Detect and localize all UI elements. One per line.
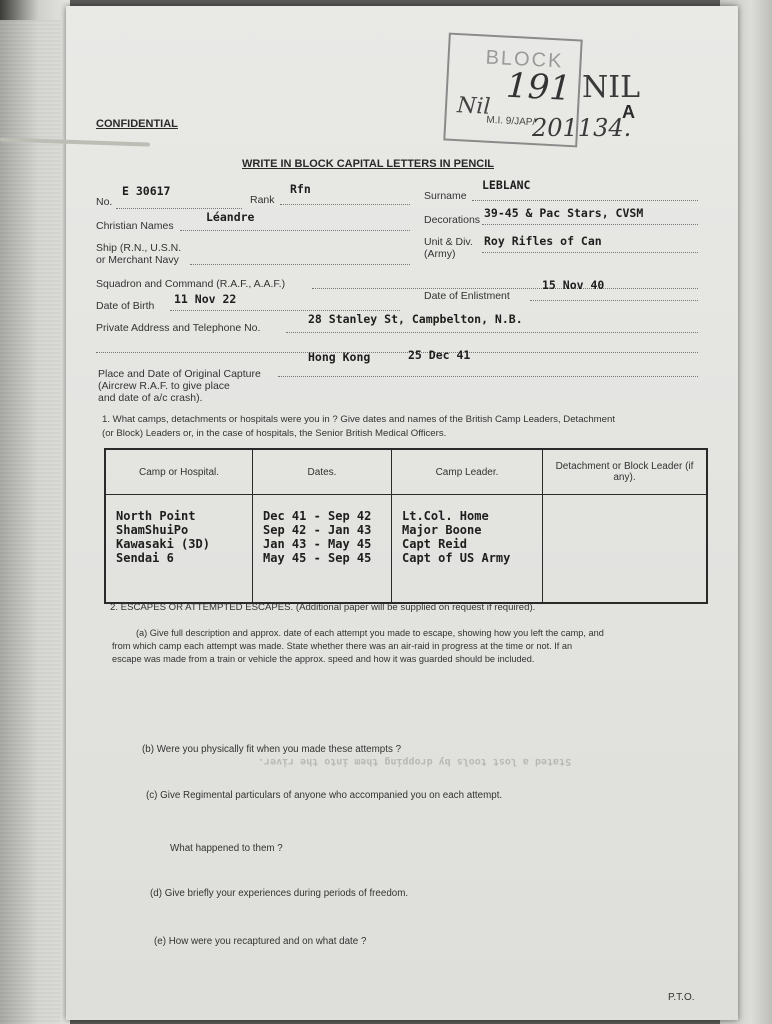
camp-dates: Sep 42 - Jan 43 xyxy=(263,523,372,537)
confidential-label: CONFIDENTIAL xyxy=(96,118,178,130)
address-value: 28 Stanley St, Campbelton, N.B. xyxy=(308,312,523,326)
pto-label: P.T.O. xyxy=(668,992,695,1003)
camp-leader: Lt.Col. Home xyxy=(402,509,489,523)
question-2d: (d) Give briefly your experiences during periods of freedom. xyxy=(150,888,409,899)
col-header-detachment: Detachment or Block Leader (if any). xyxy=(543,449,708,495)
camps-table xyxy=(104,448,708,604)
stamp-nil: Nil xyxy=(456,93,492,120)
question-1-line2: (or Block) Leaders or, in the case of hospitals, the Senior British Medical Officers. xyxy=(102,428,447,439)
ship-label-line2: or Merchant Navy xyxy=(96,254,179,266)
enlistment-value: 15 Nov 40 xyxy=(542,278,605,292)
question-2e: (e) How were you recaptured and on what date ? xyxy=(154,936,367,947)
camp-name: Kawasaki (3D) xyxy=(116,537,210,551)
question-2c: (c) Give Regimental particulars of anyone who accompanied you on each attempt. xyxy=(146,790,503,801)
enlistment-label: Date of Enlistment xyxy=(424,290,510,302)
camp-leader: Major Boone xyxy=(402,523,482,537)
camp-name: Sendai 6 xyxy=(116,551,174,565)
capture-label-line3: and date of a/c crash). xyxy=(98,392,203,404)
dob-label: Date of Birth xyxy=(96,300,155,312)
question-2b: (b) Were you physically fit when you made these attempts ? xyxy=(142,744,402,755)
ship-label: Ship (R.N., U.S.N. xyxy=(96,242,182,254)
surname-value: LEBLANC xyxy=(482,178,531,192)
handwritten-nil: NIL xyxy=(582,70,641,105)
camp-leader: Capt of US Army xyxy=(402,551,511,565)
question-1-line1: 1. What camps, detachments or hospitals were you in ? Give dates and names of the British Camp Leaders, Detachment xyxy=(102,414,615,425)
camps-cell xyxy=(105,495,253,604)
unit-label-line2: (Army) xyxy=(424,248,456,260)
binder-cloth xyxy=(0,20,60,1024)
unit-label: Unit & Div. xyxy=(424,236,473,248)
rank-value: Rfn xyxy=(290,182,311,196)
show-through-text: Stated a lost tools by dropping them into the river. xyxy=(258,756,572,767)
handwritten-number: 201134. xyxy=(532,114,632,142)
detachment-cell xyxy=(543,495,708,604)
christian-names-value: Léandre xyxy=(206,210,255,224)
col-header-dates: Dates. xyxy=(253,449,392,495)
camp-name: North Point xyxy=(116,509,196,523)
camp-leader: Capt Reid xyxy=(402,537,468,551)
christian-names-label: Christian Names xyxy=(96,220,174,232)
form-instruction: WRITE IN BLOCK CAPITAL LETTERS IN PENCIL xyxy=(242,158,494,170)
col-header-leader: Camp Leader. xyxy=(392,449,543,495)
col-header-camp: Camp or Hospital. xyxy=(105,449,253,495)
question-2a-line1: (a) Give full description and approx. date of each attempt you made to escape, showing how you left the camp, and xyxy=(136,628,604,638)
squadron-label: Squadron and Command (R.A.F., A.A.F.) xyxy=(96,278,286,290)
surname-label: Surname xyxy=(424,190,467,202)
stamp-number: 191 xyxy=(505,65,573,110)
leaders-cell xyxy=(392,495,543,604)
dob-value: 11 Nov 22 xyxy=(174,292,237,306)
unit-value: Roy Rifles of Can xyxy=(484,234,602,248)
decorations-value: 39-45 & Pac Stars, CVSM xyxy=(484,206,644,220)
stamp-code: M.I. 9/JAP/ xyxy=(486,114,536,129)
capture-label-line2: (Aircrew R.A.F. to give place xyxy=(98,380,230,392)
dates-cell xyxy=(253,495,392,604)
question-2-title: 2. ESCAPES OR ATTEMPTED ESCAPES. (Additional paper will be supplied on request if required). xyxy=(110,602,536,613)
address-label: Private Address and Telephone No. xyxy=(96,322,261,334)
rank-label: Rank xyxy=(250,194,275,206)
question-2c-follow: What happened to them ? xyxy=(170,843,283,854)
camp-dates: Jan 43 - May 45 xyxy=(263,537,372,551)
capture-place-value: Hong Kong xyxy=(308,350,371,364)
question-2a-line2: from which camp each attempt was made. State whether there was an air-raid in progress at the time or not. If an xyxy=(112,641,573,651)
question-2a-line3: escape was made from a train or vehicle the approx. speed and how it was guarded should be included. xyxy=(112,654,535,664)
handwritten-a: A xyxy=(622,102,635,122)
stamp-block-text: BLOCK xyxy=(485,46,564,73)
camp-dates: Dec 41 - Sep 42 xyxy=(263,509,372,523)
decorations-label: Decorations xyxy=(424,214,481,226)
capture-label: Place and Date of Original Capture xyxy=(98,368,261,380)
capture-date-value: 25 Dec 41 xyxy=(408,348,471,362)
no-label: No. xyxy=(96,196,113,208)
camp-name: ShamShuiPo xyxy=(116,523,189,537)
camp-dates: May 45 - Sep 45 xyxy=(263,551,372,565)
no-value: E 30617 xyxy=(122,184,171,198)
